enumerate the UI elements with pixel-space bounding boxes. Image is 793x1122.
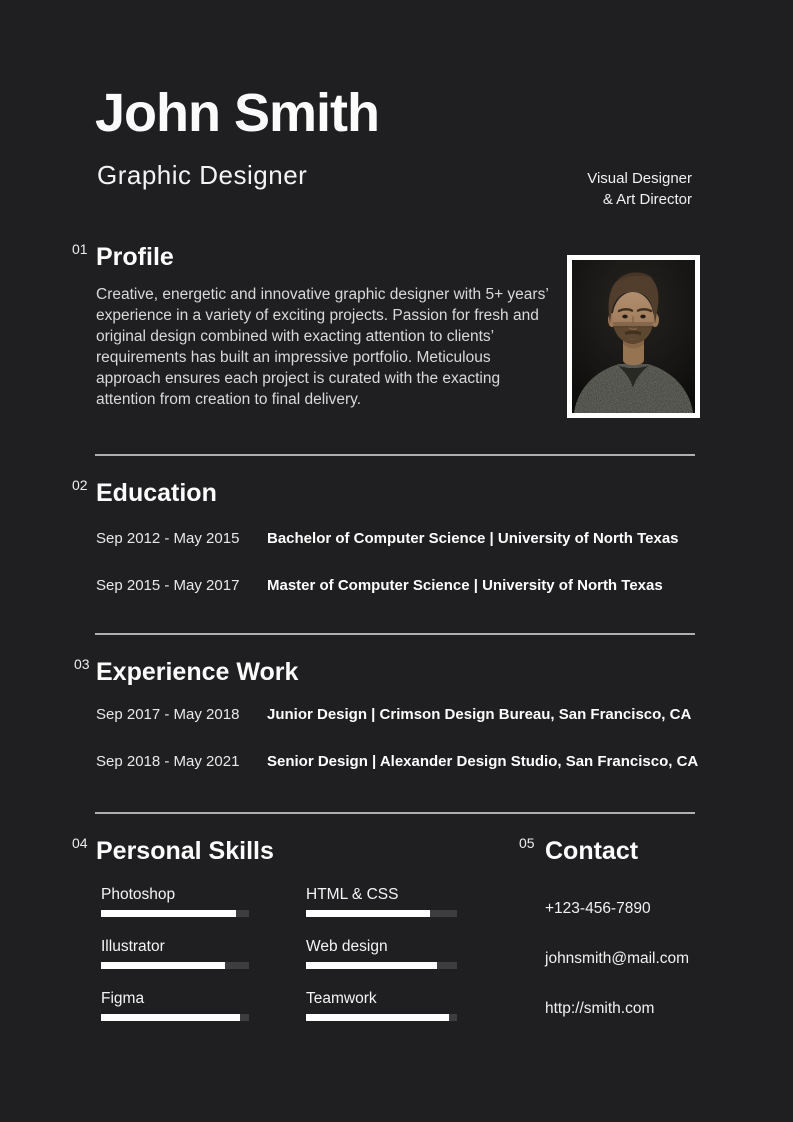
profile-photo [567,255,700,418]
education-description: Bachelor of Computer Science | University of North Texas [267,530,679,547]
skill-bar-track [101,962,249,969]
skill-label: HTML & CSS [306,886,399,903]
tagline-line-1: Visual Designer [587,170,692,187]
skill-item [306,990,457,1021]
skill-item [101,886,249,917]
skill-bar-fill [306,962,437,969]
profile-summary-text: Creative, energetic and innovative graphic designer with 5+ years’ experience in a variety of exciting projects. Passion for fresh and original design combined with exacting attention to clients’ requirements has built an impressive portfolio. Meticulous approach ensures each project is curated with the exacting attention from creation to final delivery. [96,286,549,408]
skills-column-left [101,886,249,1042]
education-row [96,577,679,594]
experience-description: Senior Design | Alexander Design Studio, San Francisco, CA [267,753,699,770]
contact-email[interactable]: johnsmith@mail.com [545,950,690,967]
skill-item [306,886,457,917]
section-divider [95,454,695,456]
skill-item [101,990,249,1021]
education-section-title: Education [96,479,217,507]
skill-bar-fill [306,910,430,917]
skill-bar-track [306,962,457,969]
skill-bar-track [101,910,249,917]
skill-label: Web design [306,938,388,955]
contact-section-number: 05 [519,835,535,851]
tagline-line-2: & Art Director [602,191,692,208]
experience-dates: Sep 2018 - May 2021 [96,753,240,770]
skill-label: Illustrator [101,938,165,955]
skill-label: Figma [101,990,145,1007]
education-dates: Sep 2012 - May 2015 [96,530,240,547]
skill-bar-fill [306,1014,449,1021]
person-role: Graphic Designer [97,160,308,190]
profile-section-title: Profile [96,243,174,271]
person-name: John Smith [95,83,379,143]
skill-bar-track [306,910,457,917]
contact-phone[interactable]: +123-456-7890 [545,900,651,917]
contact-list [545,899,689,1049]
skill-item [306,938,457,969]
education-description: Master of Computer Science | University of North Texas [267,577,663,594]
skill-bar-track [101,1014,249,1021]
education-list [96,530,679,624]
tagline [587,168,692,210]
education-dates: Sep 2015 - May 2017 [96,577,240,594]
contact-website[interactable]: http://smith.com [545,1000,655,1017]
experience-section-number: 03 [74,656,90,672]
section-divider [95,633,695,635]
skill-item [101,938,249,969]
skills-section-number: 04 [72,835,88,851]
education-section-number: 02 [72,477,88,493]
skills-section-title: Personal Skills [96,837,274,865]
skill-bar-track [306,1014,457,1021]
contact-section-title: Contact [545,837,639,865]
skill-bar-fill [101,1014,240,1021]
education-row [96,530,679,547]
experience-section-title: Experience Work [96,658,299,686]
experience-row [96,706,698,723]
profile-section-number: 01 [72,241,88,257]
experience-description: Junior Design | Crimson Design Bureau, San Francisco, CA [267,706,692,723]
section-divider [95,812,695,814]
experience-row [96,753,698,770]
skill-label: Photoshop [101,886,176,903]
skills-column-right [306,886,457,1042]
skill-bar-fill [101,910,236,917]
experience-list [96,706,698,800]
experience-dates: Sep 2017 - May 2018 [96,706,240,723]
skill-bar-fill [101,962,225,969]
skill-label: Teamwork [306,990,377,1007]
portrait-illustration [572,260,695,413]
